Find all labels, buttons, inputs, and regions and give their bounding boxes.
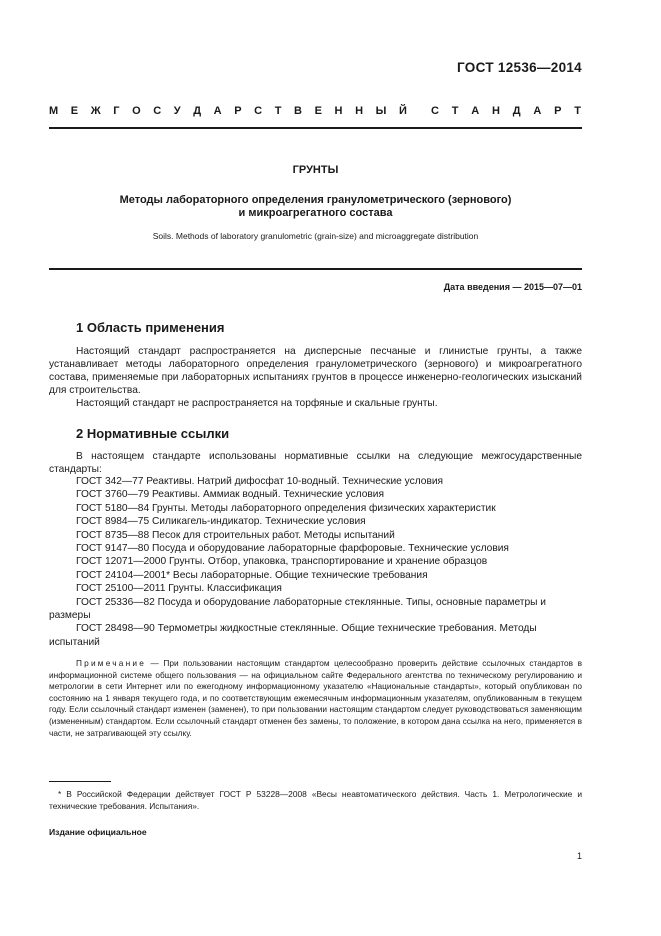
banner-letter: А xyxy=(471,105,480,117)
reference-list xyxy=(49,475,582,649)
reference-item: ГОСТ 8735—88 Песок для строительных работ. Методы испытаний xyxy=(76,529,395,541)
banner-letter: А xyxy=(533,105,542,117)
note-text: — При пользовании настоящим стандартом целесообразно проверить действие ссылочных стандартов в информационной системе общего пользования — на официальном сайте Федерального агентства по техническому регулированию и метрологии в сети Интернет или по ежегодному информационному указателю «Национальные стандарты», который опубликован по состоянию на 1 января текущего года, и по соответствующим ежемесячным информационным указателям, опубликованным в текущем году. Если ссылочный стандарт изменен (заменен), то при пользовании настоящим стандартом следует руководствоваться заменяющим (измененным) стандартом. Если ссылочный стандарт отменен без замены, то положение, в котором дана ссылка на него, применяется в части, не затрагивающей эту ссылку. xyxy=(49,658,582,738)
reference-item: ГОСТ 342—77 Реактивы. Натрий дифосфат 10-водный. Технические условия xyxy=(76,476,444,487)
banner-letter: Р xyxy=(554,105,562,117)
reference-item: ГОСТ 8984—75 Силикагель-индикатор. Технические условия xyxy=(76,516,366,528)
reference-item: ГОСТ 12071—2000 Грунты. Отбор, упаковка, транспортирование и хранение образцов xyxy=(76,556,488,568)
banner-letter: М xyxy=(49,105,59,117)
edition-label: Издание официальное xyxy=(49,827,147,837)
english-title: Soils. Methods of laboratory granulometric (grain-size) and microaggregate distribution xyxy=(152,231,479,241)
banner-letter: Е xyxy=(314,105,322,117)
section-2-intro xyxy=(49,451,582,477)
banner-letter: Ж xyxy=(90,105,101,117)
footnote-rule xyxy=(49,781,111,782)
reference-item: ГОСТ 24104—2001* Весы лабораторные. Общие технические требования xyxy=(76,569,428,581)
banner-letter: Е xyxy=(70,105,79,117)
section-1-heading: 1 Область применения xyxy=(76,320,225,335)
banner-letter: А xyxy=(213,105,222,117)
document-title: ГРУНТЫ xyxy=(292,164,339,176)
banner-letter: Г xyxy=(113,105,120,117)
banner-letter: Т xyxy=(274,105,282,117)
banner-letter: Д xyxy=(512,105,521,117)
page-number: 1 xyxy=(576,851,582,861)
section-2-heading: 2 Нормативные ссылки xyxy=(76,426,230,441)
reference-item: ГОСТ 5180—84 Грунты. Методы лабораторного определения физических характеристик xyxy=(76,502,496,514)
banner-letter: Н xyxy=(334,105,343,117)
reference-item: ГОСТ 9147—80 Посуда и оборудование лабораторные фарфоровые. Технические условия xyxy=(76,543,509,555)
paragraph: В настоящем стандарте использованы нормативные ссылки на следующие межгосударственные стандарты: xyxy=(49,451,582,475)
document-subtitle xyxy=(49,194,582,220)
reference-item: ГОСТ 25100—2011 Грунты. Классификация xyxy=(76,583,282,595)
standard-code: ГОСТ 12536—2014 xyxy=(457,60,582,75)
standard-type-word-1 xyxy=(49,105,407,117)
section-2-note xyxy=(49,658,582,739)
banner-letter: Т xyxy=(451,105,459,117)
reference-item: ГОСТ 3760—79 Реактивы. Аммиак водный. Технические условия xyxy=(76,489,385,501)
standard-type-word-2 xyxy=(431,105,581,117)
reference-item: ГОСТ 28498—90 Термометры жидкостные стеклянные. Общие технические требования. Методы испытаний xyxy=(49,623,537,648)
subtitle-line: Методы лабораторного определения гранулометрического (зернового) xyxy=(119,194,512,206)
header-rule xyxy=(49,127,582,129)
title-rule xyxy=(49,268,582,270)
introduction-date: Дата введения — 2015—07—01 xyxy=(443,282,582,292)
banner-letter: Н xyxy=(491,105,500,117)
banner-letter: С xyxy=(254,105,263,117)
paragraph: Настоящий стандарт не распространяется на торфяные и скальные грунты. xyxy=(76,397,438,409)
banner-letter: В xyxy=(294,105,302,117)
standard-type-banner xyxy=(49,105,581,117)
footnote: * В Российской Федерации действует ГОСТ Р 53228—2008 «Весы неавтоматического действия. Часть 1. Метрологические и технические требования. Испытания». xyxy=(49,789,582,811)
section-1-body xyxy=(49,346,582,411)
banner-letter: У xyxy=(173,105,181,117)
banner-letter: Д xyxy=(193,105,202,117)
banner-letter: Р xyxy=(234,105,242,117)
banner-letter: С xyxy=(431,105,439,117)
banner-letter: Н xyxy=(355,105,364,117)
banner-letter: С xyxy=(153,105,162,117)
banner-letter: Т xyxy=(574,105,581,117)
subtitle-line: и микроагрегатного состава xyxy=(238,207,393,219)
reference-item: ГОСТ 25336—82 Посуда и оборудование лабораторные стеклянные. Типы, основные параметры и размеры xyxy=(49,596,546,622)
banner-letter: О xyxy=(132,105,141,117)
paragraph: Настоящий стандарт распространяется на дисперсные песчаные и глинистые грунты, а также устанавливает методы лабораторного определения гранулометрического (зернового) и микроагрегатного состава, применяемые при лабораторных испытаниях грунтов в процессе инженерно-геологических изысканий для строительства. xyxy=(49,346,582,396)
banner-letter: Й xyxy=(398,105,407,117)
banner-letter: Ы xyxy=(375,105,387,117)
note-label: Примечание xyxy=(76,658,147,668)
